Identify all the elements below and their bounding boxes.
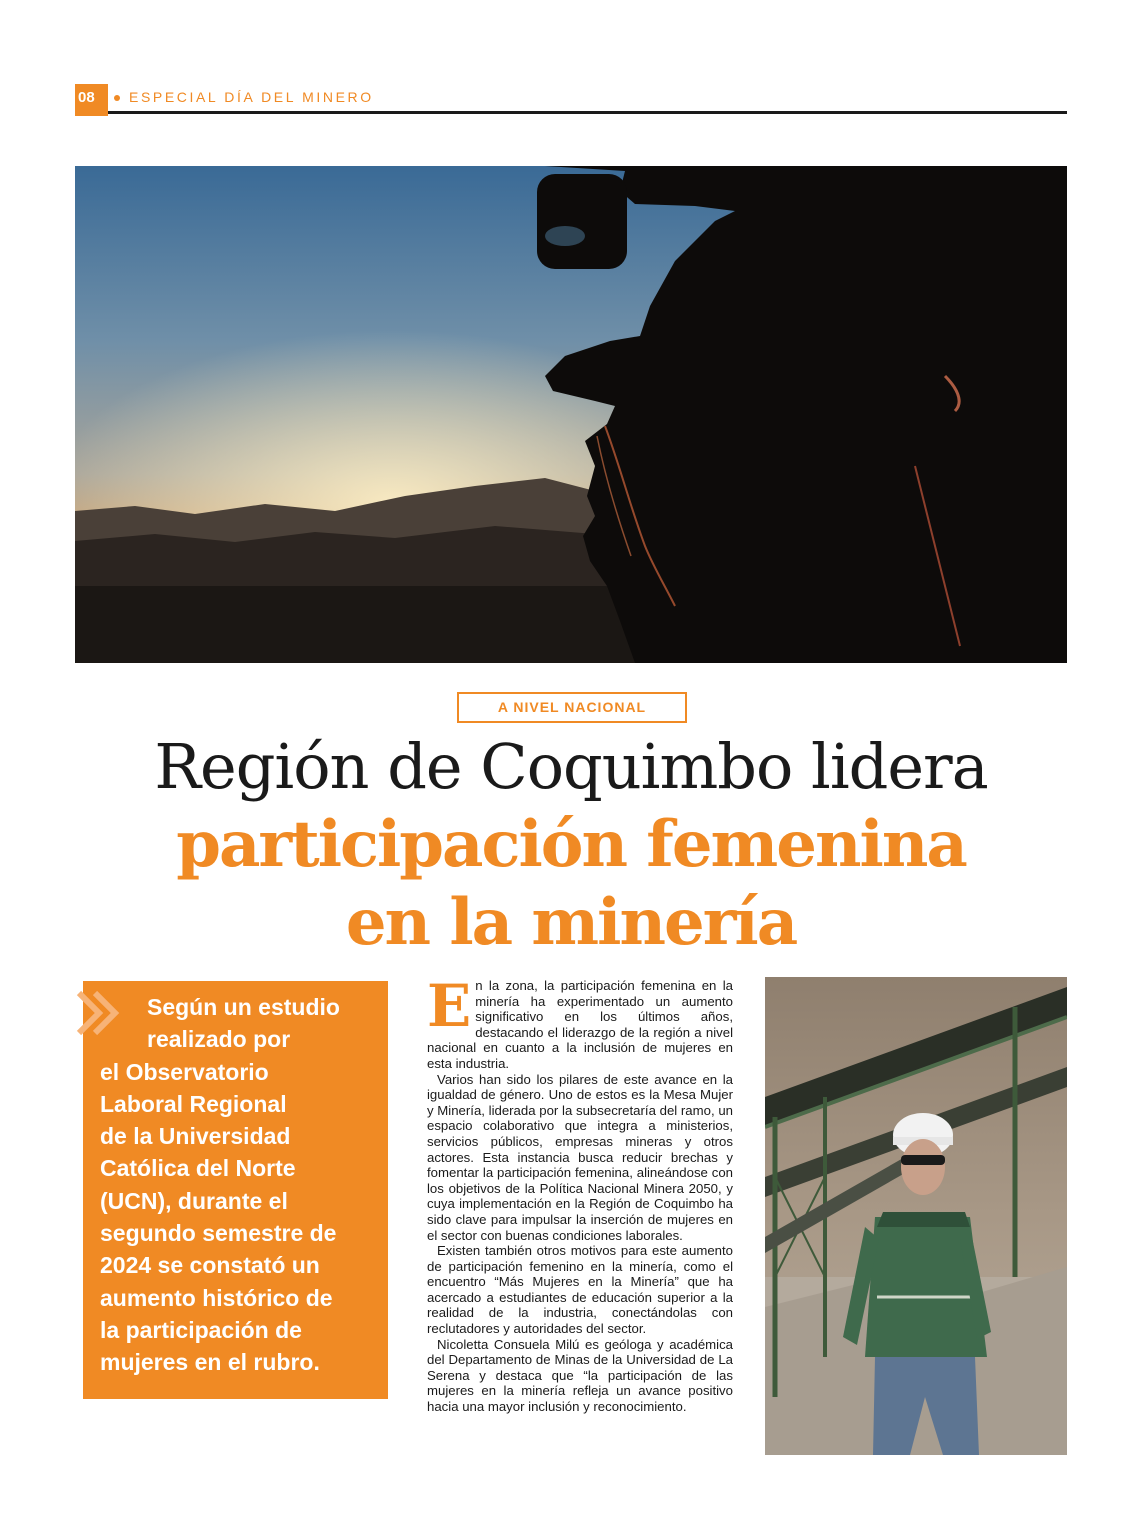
section-title: ESPECIAL DÍA DEL MINERO (129, 89, 374, 105)
pull-quote-box (83, 981, 388, 1399)
body-paragraph: Varios han sido los pilares de este avance en la igualdad de género. Uno de estos es la Mesa Mujer y Minería, liderada por la subsecretaría del ramo, un espacio colaborativo que integra a ministerios, servicios públicos, empresas mineras y otros actores. Esta instancia busca reducir brechas y fomentar la participación femenina, alineándose con los objetivos de la Política Nacional Minera 2050, y cuya implementación en la Región de Coquimbo ha sido clave para impulsar la inserción de mujeres en el sector con buenas condiciones laborales. (427, 1071, 733, 1243)
miner-silhouette-sunset-photo (75, 166, 1067, 663)
woman-miner-conveyor-photo (765, 977, 1067, 1455)
quote-line: el Observatorio (100, 1058, 269, 1085)
quote-line: la participación de (100, 1316, 302, 1343)
headline-line-2: participación femenina (176, 807, 966, 882)
headline-line-3: en la minería (345, 885, 797, 960)
quote-line: Laboral Regional (100, 1090, 287, 1117)
side-photo (765, 977, 1067, 1455)
hero-photo (75, 166, 1067, 663)
quote-line: Católica del Norte (100, 1155, 296, 1182)
quote-line: Según un estudio (147, 994, 340, 1020)
headline-line-1: Región de Coquimbo lidera (154, 730, 988, 803)
paragraph-text: n la zona, la participación femenina en la minería ha experimentado un aumento significativo en los últimos años, destacando el liderazgo de la región a nivel nacional en cuanto a la inclusión de mujeres en esta industria. (427, 978, 733, 1071)
quote-line: segundo semestre de (100, 1220, 337, 1247)
quote-line: aumento histórico de (100, 1284, 333, 1311)
quote-line: de la Universidad (100, 1123, 291, 1150)
quote-line: 2024 se constató un (100, 1252, 320, 1279)
quote-line: mujeres en el rubro. (100, 1349, 320, 1376)
header-divider (108, 111, 1067, 114)
drop-cap: E (427, 972, 472, 1040)
body-paragraph: Existen también otros motivos para este aumento de participación femenino en la minería, como el encuentro “Más Mujeres en la Minería” que ha acercado a estudiantes de educación superior a la realidad de la industria, conectándolas con reclutadores y autoridades del sector. (427, 1243, 733, 1337)
article-kicker: A NIVEL NACIONAL (457, 692, 687, 723)
bullet-dot-icon (114, 95, 120, 101)
quote-line: (UCN), durante el (100, 1187, 288, 1214)
page-number: 08 (75, 84, 108, 116)
article-body (427, 972, 733, 1415)
page-header (75, 84, 1067, 116)
quote-line: realizado por (147, 1026, 291, 1053)
pull-quote-text (100, 991, 380, 1379)
body-paragraph: Nicoletta Consuela Milú es geóloga y académica del Departamento de Minas de la Universidad de La Serena y destaca que “la participación de las mujeres en la minería refleja un avance positivo hacia una mayor inclusión y reconocimiento. (427, 1336, 733, 1415)
body-paragraph (427, 972, 733, 1072)
